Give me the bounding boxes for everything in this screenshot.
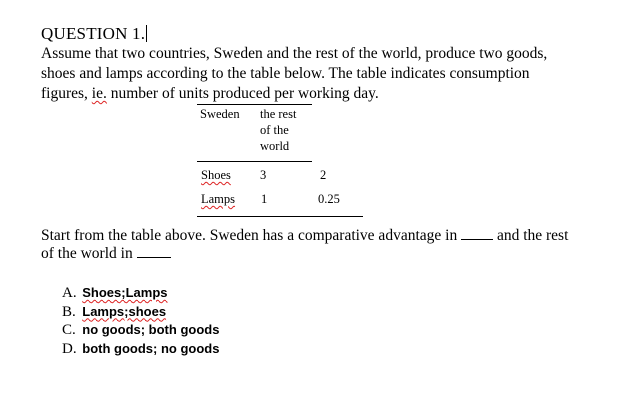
ie-abbrev: ie. bbox=[91, 85, 107, 102]
cell-shoes-sweden: 3 bbox=[260, 168, 267, 182]
prompt-line-1 bbox=[41, 226, 568, 246]
blank-2 bbox=[137, 245, 171, 258]
answer-letter: B. bbox=[62, 303, 76, 320]
answer-text: both goods; no goods bbox=[82, 340, 220, 356]
intro-line-3-end: number of units produced per working day. bbox=[106, 85, 379, 102]
answer-options bbox=[62, 284, 219, 358]
header-rest-line-1: the rest bbox=[260, 107, 297, 121]
answer-text: Lamps;shoes bbox=[82, 303, 167, 319]
cell-shoes-rest: 2 bbox=[320, 168, 327, 182]
question-title-text: QUESTION 1. bbox=[41, 24, 146, 43]
row-label-lamps: Lamps bbox=[201, 192, 236, 206]
answer-text: Shoes;Lamps bbox=[82, 285, 168, 300]
table-bottom-rule bbox=[197, 216, 363, 217]
blank-1 bbox=[461, 227, 493, 240]
prompt-line-1-end: and the rest bbox=[496, 227, 569, 244]
answer-option-a[interactable] bbox=[62, 284, 219, 303]
cell-lamps-rest: 0.25 bbox=[318, 192, 340, 206]
prompt-line-2-text: of the world in bbox=[41, 245, 133, 262]
header-sweden: Sweden bbox=[200, 107, 240, 121]
answer-letter: C. bbox=[62, 322, 76, 338]
intro-line-1: Assume that two countries, Sweden and the rest of the world, produce two goods, bbox=[41, 45, 548, 62]
table-top-rule bbox=[197, 104, 312, 105]
table-header-rule bbox=[197, 161, 312, 162]
prompt-line-1-start: Start from the table above. Sweden has a comparative advantage in bbox=[41, 227, 458, 244]
question-title bbox=[41, 24, 147, 44]
intro-line-2: shoes and lamps according to the table below. The table indicates consumption bbox=[41, 65, 530, 82]
intro-line-3 bbox=[41, 84, 379, 104]
answer-letter: A. bbox=[62, 285, 77, 301]
answer-text: no goods; both goods bbox=[82, 322, 220, 337]
answer-option-b[interactable] bbox=[62, 303, 219, 322]
row-label-shoes: Shoes bbox=[201, 168, 231, 182]
intro-line-3-start: figures, bbox=[41, 85, 92, 102]
answer-option-c[interactable] bbox=[62, 321, 219, 340]
text-cursor bbox=[146, 25, 147, 42]
prompt-line-2 bbox=[41, 244, 171, 264]
cell-lamps-sweden: 1 bbox=[261, 192, 268, 206]
answer-letter: D. bbox=[62, 340, 77, 357]
header-rest-line-2: of the bbox=[260, 123, 289, 137]
answer-option-d[interactable] bbox=[62, 340, 219, 359]
header-rest-line-3: world bbox=[260, 139, 290, 153]
